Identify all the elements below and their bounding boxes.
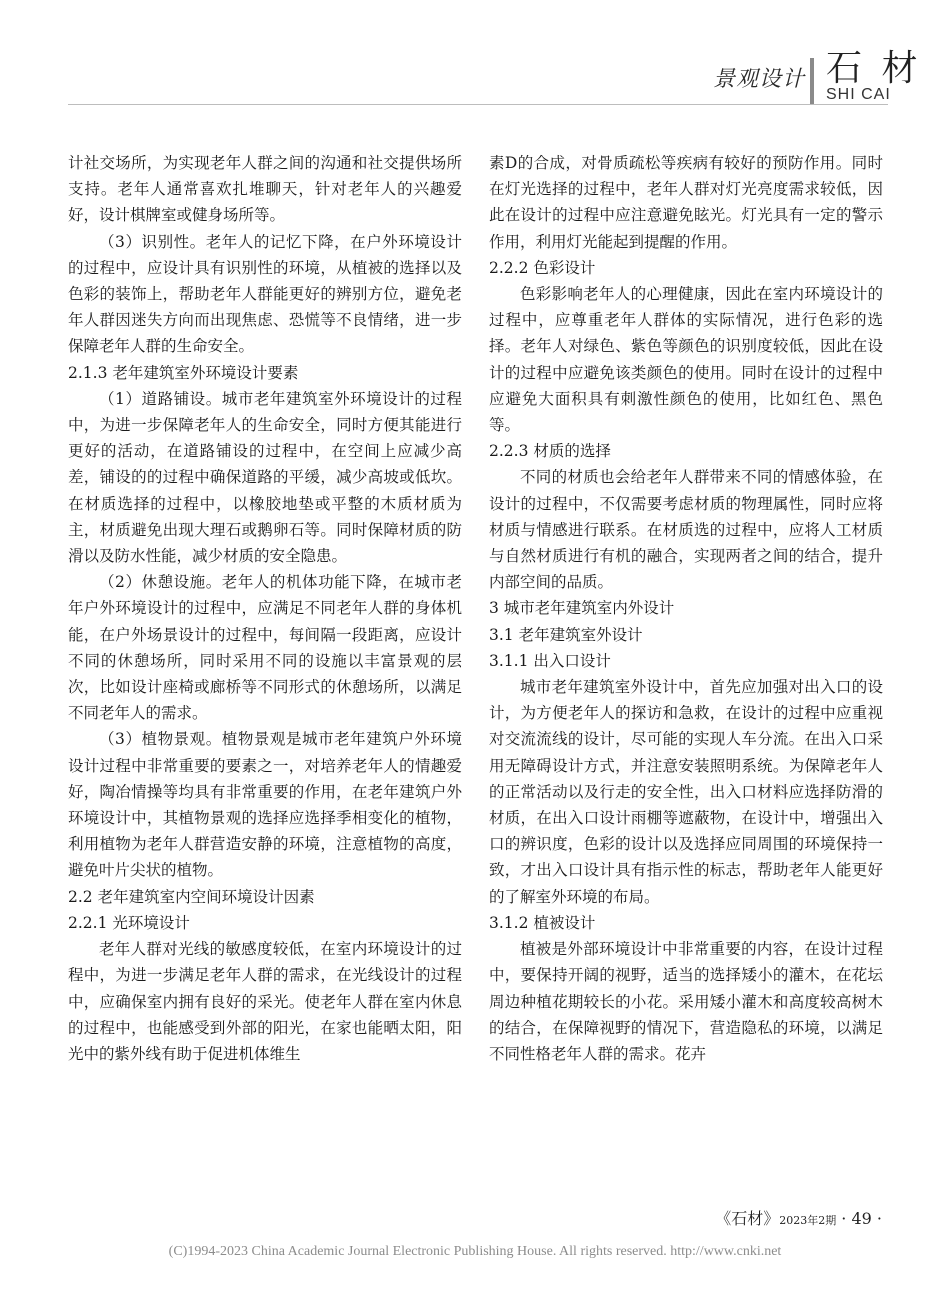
section-heading: 3.1.1 出入口设计 xyxy=(489,651,611,670)
section-heading: 2.2.1 光环境设计 xyxy=(68,913,190,932)
paragraph: 色彩影响老年人的心理健康，因此在室内环境设计的过程中，应尊重老年人群体的实际情况，进行色彩的选择。老年人对绿色、紫色等颜色的识别度较低，因此在设计的过程中应避免该类颜色的使用。同时在设计的过程中应避免大面积具有刺激性颜色的使用，比如红色、黑色等。 xyxy=(489,285,883,435)
section-heading: 3.1 老年建筑室外设计 xyxy=(489,625,643,644)
right-column xyxy=(489,150,883,1067)
paragraph: （3）识别性。老年人的记忆下降，在户外环境设计的过程中，应设计具有识别性的环境，从植被的选择以及色彩的装饰上，帮助老年人群能更好的辨别方位，避免老年人群因迷失方向而出现焦虑、恐慌等不良情绪，进一步保障老年人群的生命安全。 xyxy=(68,232,462,356)
page-footer xyxy=(715,1206,882,1229)
journal-brand-en: SHI CAI xyxy=(826,86,891,103)
journal-name: 《石材》 xyxy=(715,1209,780,1228)
header-rule xyxy=(68,104,888,105)
paragraph: 老年人群对光线的敏感度较低，在室内环境设计的过程中，为进一步满足老年人群的需求，在光线设计的过程中，应确保室内拥有良好的采光。使老年人群在室内休息的过程中，也能感受到外部的阳光，在家也能晒太阳，阳光中的紫外线有助于促进机体维生 xyxy=(68,940,462,1063)
header-divider xyxy=(810,58,814,104)
section-heading: 2.1.3 老年建筑室外环境设计要素 xyxy=(68,363,299,382)
section-heading: 2.2.2 色彩设计 xyxy=(489,258,596,277)
copyright-notice: (C)1994-2023 China Academic Journal Electronic Publishing House. All rights reserved. http://www.cnki.net xyxy=(168,1244,782,1259)
section-heading: 3 城市老年建筑室内外设计 xyxy=(489,599,675,618)
paragraph: （1）道路铺设。城市老年建筑室外环境设计的过程中，为进一步保障老年人的生命安全，同时方便其能进行更好的活动，在道路铺设的过程中，在空间上应减少高差，铺设的的过程中确保道路的平缓，减少高坡或低坎。在材质选择的过程中，以橡胶地垫或平整的木质材质为主，材质避免出现大理石或鹅卵石等。同时保障材质的防滑以及防水性能，减少材质的安全隐患。 xyxy=(68,389,462,566)
section-heading: 3.1.2 植被设计 xyxy=(489,913,596,932)
paragraph: （3）植物景观。植物景观是城市老年建筑户外环境设计过程中非常重要的要素之一，对培养老年人的情趣爱好，陶冶情操等均具有非常重要的作用，在老年建筑户外环境设计中，其植物景观的选择应选择季相变化的植物，利用植物为老年人群营造安静的环境，注意植物的高度，避免叶片尖状的植物。 xyxy=(68,730,462,880)
paragraph: 不同的材质也会给老年人群带来不同的情感体验，在设计的过程中，不仅需要考虑材质的物理属性，同时应将材质与情感进行联系。在材质选的过程中，应将人工材质与自然材质进行有机的融合，实现两者之间的结合，提升内部空间的品质。 xyxy=(489,468,883,592)
paragraph: 素D的合成，对骨质疏松等疾病有较好的预防作用。同时在灯光选择的过程中，老年人群对灯光亮度需求较低，因此在设计的过程中应注意避免眩光。灯光具有一定的警示作用，利用灯光能起到提醒的作用。 xyxy=(489,154,883,251)
journal-brand-cn: 石 材 xyxy=(826,48,922,89)
paragraph: 计社交场所，为实现老年人群之间的沟通和社交提供场所支持。老年人通常喜欢扎堆聊天，针对老年人的兴趣爱好，设计棋牌室或健身场所等。 xyxy=(68,154,462,225)
page-number: · 49 · xyxy=(841,1209,882,1228)
section-heading: 2.2.3 材质的选择 xyxy=(489,442,611,461)
paragraph: （2）休憩设施。老年人的机体功能下降，在城市老年户外环境设计的过程中，应满足不同老年人群的身体机能，在户外场景设计的过程中，每间隔一段距离，应设计不同的休憩场所，同时采用不同的设施以丰富景观的层次，比如设计座椅或廊桥等不同形式的休憩场所，以满足不同老年人的需求。 xyxy=(68,573,462,723)
section-heading: 2.2 老年建筑室内空间环境设计因素 xyxy=(68,887,315,906)
paragraph: 植被是外部环境设计中非常重要的内容，在设计过程中，要保持开阔的视野，适当的选择矮小的灌木，在花坛周边种植花期较长的小花。采用矮小灌木和高度较高树木的结合，在保障视野的情况下，营造隐私的环境，以满足不同性格老年人群的需求。花卉 xyxy=(489,940,883,1063)
issue-label: 2023年2期 xyxy=(779,1214,837,1227)
paragraph: 城市老年建筑室外设计中，首先应加强对出入口的设计，为方便老年人的探访和急救，在设计的过程中应重视对交流流线的设计，尽可能的实现人车分流。在出入口采用无障碍设计方式，并注意安装照明系统。为保障老年人的正常活动以及行走的安全性，出入口材料应选择防滑的材质，在出入口设计雨棚等遮蔽物，在设计中，增强出入口的辨识度，色彩的设计以及选择应同周围的环境保持一致，才出入口设计具有指示性的标志，帮助老年人能更好的了解室外环境的布局。 xyxy=(489,678,883,906)
section-title: 景观设计 xyxy=(713,67,806,92)
left-column xyxy=(68,150,462,1067)
